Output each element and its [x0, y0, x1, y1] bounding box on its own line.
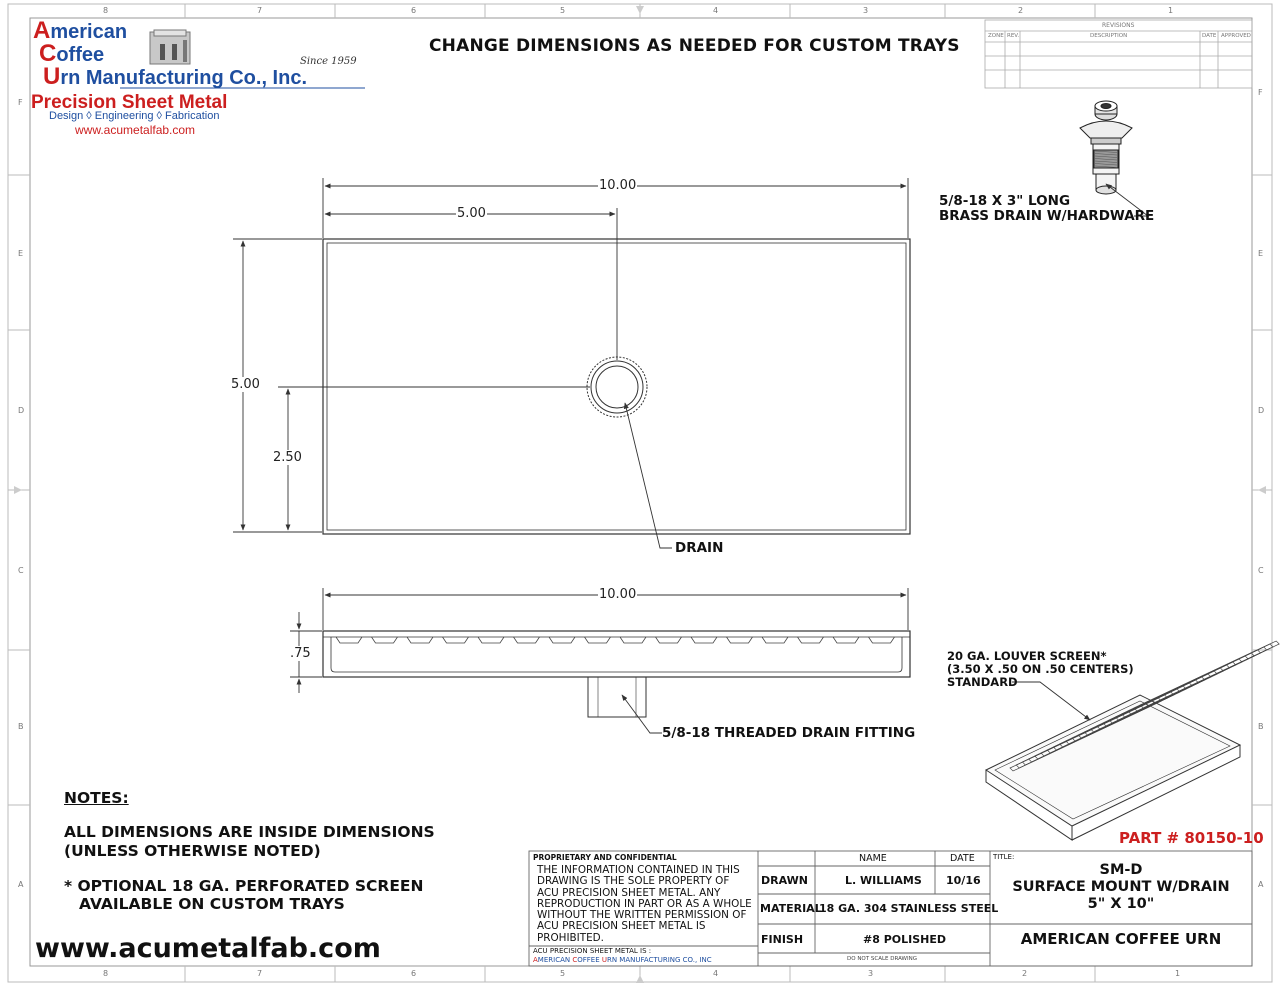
zone-row-d-left: D — [18, 406, 25, 415]
fitting-label: 5/8-18 THREADED DRAIN FITTING — [662, 725, 916, 741]
louver — [372, 637, 398, 643]
drawn-date: 10/16 — [946, 874, 981, 887]
drain-callout-line-1: 5/8-18 X 3" LONG — [939, 193, 1071, 209]
zone-col-4-bottom: 4 — [713, 969, 719, 978]
notes-line-4: AVAILABLE ON CUSTOM TRAYS — [79, 895, 345, 913]
dim-top-overall-width: 5.00 — [231, 377, 260, 392]
proprietary-line: PROHIBITED. — [537, 931, 604, 944]
drawing-title — [990, 862, 1252, 913]
louver — [833, 637, 859, 643]
acu-part: OFFEE — [577, 956, 602, 964]
name-header: NAME — [859, 853, 887, 864]
louver-screen-illustration — [986, 695, 1240, 840]
drawn-label: DRAWN — [761, 874, 808, 887]
zone-row-d-right: D — [1258, 406, 1265, 415]
louver — [585, 637, 611, 643]
revisions-title: REVISIONS — [1102, 22, 1135, 29]
company-logo — [33, 17, 308, 90]
side-view-louvers — [336, 637, 895, 643]
zone-row-a-left: A — [18, 880, 24, 889]
zone-col-8-bottom: 8 — [103, 969, 109, 978]
logo-letter-a: A — [33, 17, 51, 44]
zone-col-1-top: 1 — [1168, 6, 1174, 15]
rev-header-rev: REV. — [1007, 33, 1020, 39]
notes-line-2: (UNLESS OTHERWISE NOTED) — [64, 842, 321, 860]
notes-line-3: * OPTIONAL 18 GA. PERFORATED SCREEN — [64, 877, 424, 895]
zone-col-4-top: 4 — [713, 6, 719, 15]
zone-col-1-bottom: 1 — [1175, 969, 1181, 978]
rev-header-description: DESCRIPTION — [1090, 33, 1128, 39]
zone-col-5-bottom: 5 — [560, 969, 566, 978]
dim-side-height: .75 — [290, 646, 311, 661]
date-header: DATE — [950, 853, 975, 864]
louver — [407, 637, 433, 643]
logo-letter-u: U — [43, 63, 61, 90]
louver — [549, 637, 575, 643]
zone-row-b-right: B — [1258, 722, 1264, 731]
drain-callout — [939, 194, 1154, 224]
logo-since: Since 1959 — [300, 56, 357, 67]
zone-col-7-bottom: 7 — [257, 969, 263, 978]
louver — [798, 637, 824, 643]
zone-col-3-top: 3 — [863, 6, 869, 15]
center-mark-top — [636, 6, 644, 14]
material-label: MATERIAL — [760, 902, 822, 915]
drain-label: DRAIN — [675, 540, 724, 556]
zone-col-6-top: 6 — [411, 6, 417, 15]
proprietary-line: DRAWING IS THE SOLE PROPERTY OF — [537, 875, 730, 888]
louver — [478, 637, 504, 643]
rev-header-date: DATE — [1202, 33, 1217, 39]
dim-top-overall-length: 10.00 — [599, 178, 637, 193]
tray-side-view — [323, 631, 910, 717]
acu-company-line — [533, 956, 712, 964]
louver — [514, 637, 540, 643]
side-view-dimensions — [290, 588, 908, 733]
louver — [443, 637, 469, 643]
zone-col-6-bottom: 6 — [411, 969, 417, 978]
logo-tagline: Precision Sheet Metal — [31, 92, 228, 113]
proprietary-line: ACU PRECISION SHEET METAL. ANY — [537, 886, 721, 899]
louver — [727, 637, 753, 643]
logo-line-2: offee — [56, 44, 105, 66]
rev-header-approved: APPROVED — [1221, 33, 1251, 39]
logo-letter-c: C — [39, 40, 57, 67]
acu-letter-u: U — [601, 956, 607, 964]
dim-top-drain-x: 5.00 — [457, 206, 486, 221]
zone-row-a-right: A — [1258, 880, 1264, 889]
drawing-title-line-3: 5" X 10" — [1087, 896, 1155, 912]
zone-row-f-left: F — [18, 98, 23, 107]
part-number: PART # 80150-10 — [1119, 829, 1264, 847]
dim-side-overall-length: 10.00 — [599, 587, 637, 602]
drawing-title-line-1: SM-D — [1099, 862, 1143, 878]
company-name: AMERICAN COFFEE URN — [1020, 930, 1222, 948]
zone-col-7-top: 7 — [257, 6, 263, 15]
zone-row-e-left: E — [18, 249, 24, 258]
screen-callout-line-2: (3.50 X .50 ON .50 CENTERS) — [947, 662, 1134, 676]
logo-website: www.acumetalfab.com — [75, 123, 196, 137]
acu-part: MERICAN — [537, 956, 573, 964]
zone-col-5-top: 5 — [560, 6, 566, 15]
proprietary-line: REPRODUCTION IN PART OR AS A WHOLE — [537, 897, 752, 910]
drawing-title-line-2: SURFACE MOUNT W/DRAIN — [1012, 879, 1230, 895]
louver — [336, 637, 362, 643]
screen-callout-line-1: 20 GA. LOUVER SCREEN* — [947, 649, 1107, 663]
logo-services: Design ◊ Engineering ◊ Fabrication — [49, 110, 220, 122]
louver — [691, 637, 717, 643]
louver — [656, 637, 682, 643]
zone-col-2-top: 2 — [1018, 6, 1024, 15]
proprietary-heading: PROPRIETARY AND CONFIDENTIAL — [533, 853, 677, 862]
tray-top-view — [323, 239, 910, 534]
center-mark-left — [14, 486, 22, 494]
zone-row-e-right: E — [1258, 249, 1264, 258]
brass-drain-illustration — [1080, 101, 1132, 194]
screen-callout-line-3: STANDARD — [947, 675, 1018, 689]
proprietary-line: ACU PRECISION SHEET METAL IS — [537, 920, 706, 933]
drain-callout-line-2: BRASS DRAIN W/HARDWARE — [939, 208, 1155, 224]
zone-row-c-right: C — [1258, 566, 1264, 575]
do-not-scale: DO NOT SCALE DRAWING — [847, 956, 917, 962]
center-mark-bottom — [636, 975, 644, 983]
center-mark-right — [1258, 486, 1266, 494]
zone-col-8-top: 8 — [103, 6, 109, 15]
acu-letter-c: C — [572, 956, 578, 964]
footer-website: www.acumetalfab.com — [35, 933, 381, 964]
finish-label: FINISH — [761, 933, 804, 946]
top-view-dimensions — [233, 178, 908, 548]
finish-value: #8 POLISHED — [863, 933, 946, 946]
zone-col-2-bottom: 2 — [1022, 969, 1028, 978]
zone-col-3-bottom: 3 — [868, 969, 874, 978]
proprietary-line: THE INFORMATION CONTAINED IN THIS — [537, 864, 740, 876]
zone-row-c-left: C — [18, 566, 24, 575]
revisions-table — [985, 20, 1252, 88]
louver — [869, 637, 895, 643]
louver — [620, 637, 646, 643]
proprietary-text — [537, 865, 752, 944]
louver — [762, 637, 788, 643]
dim-top-drain-y: 2.50 — [273, 450, 302, 465]
acu-letter-a: A — [533, 956, 538, 964]
drawn-name: L. WILLIAMS — [845, 874, 922, 887]
screen-callout — [947, 650, 1134, 689]
zone-row-f-right: F — [1258, 88, 1263, 97]
logo-line-1: merican — [50, 21, 128, 43]
zone-row-b-left: B — [18, 722, 24, 731]
title-label: TITLE: — [993, 853, 1015, 861]
notes-heading: NOTES: — [64, 789, 129, 807]
header-note: CHANGE DIMENSIONS AS NEEDED FOR CUSTOM TRAYS — [429, 36, 960, 56]
acu-part: RN MANUFACTURING CO., INC — [606, 956, 712, 964]
notes-line-1: ALL DIMENSIONS ARE INSIDE DIMENSIONS — [64, 823, 435, 841]
logo-line-3: rn Manufacturing Co., Inc. — [60, 67, 308, 89]
proprietary-line: WITHOUT THE WRITTEN PERMISSION OF — [537, 909, 747, 922]
acu-is: ACU PRECISION SHEET METAL IS : — [533, 947, 652, 955]
material-value: 18 GA. 304 STAINLESS STEEL — [819, 902, 999, 915]
rev-header-zone: ZONE — [988, 33, 1004, 39]
